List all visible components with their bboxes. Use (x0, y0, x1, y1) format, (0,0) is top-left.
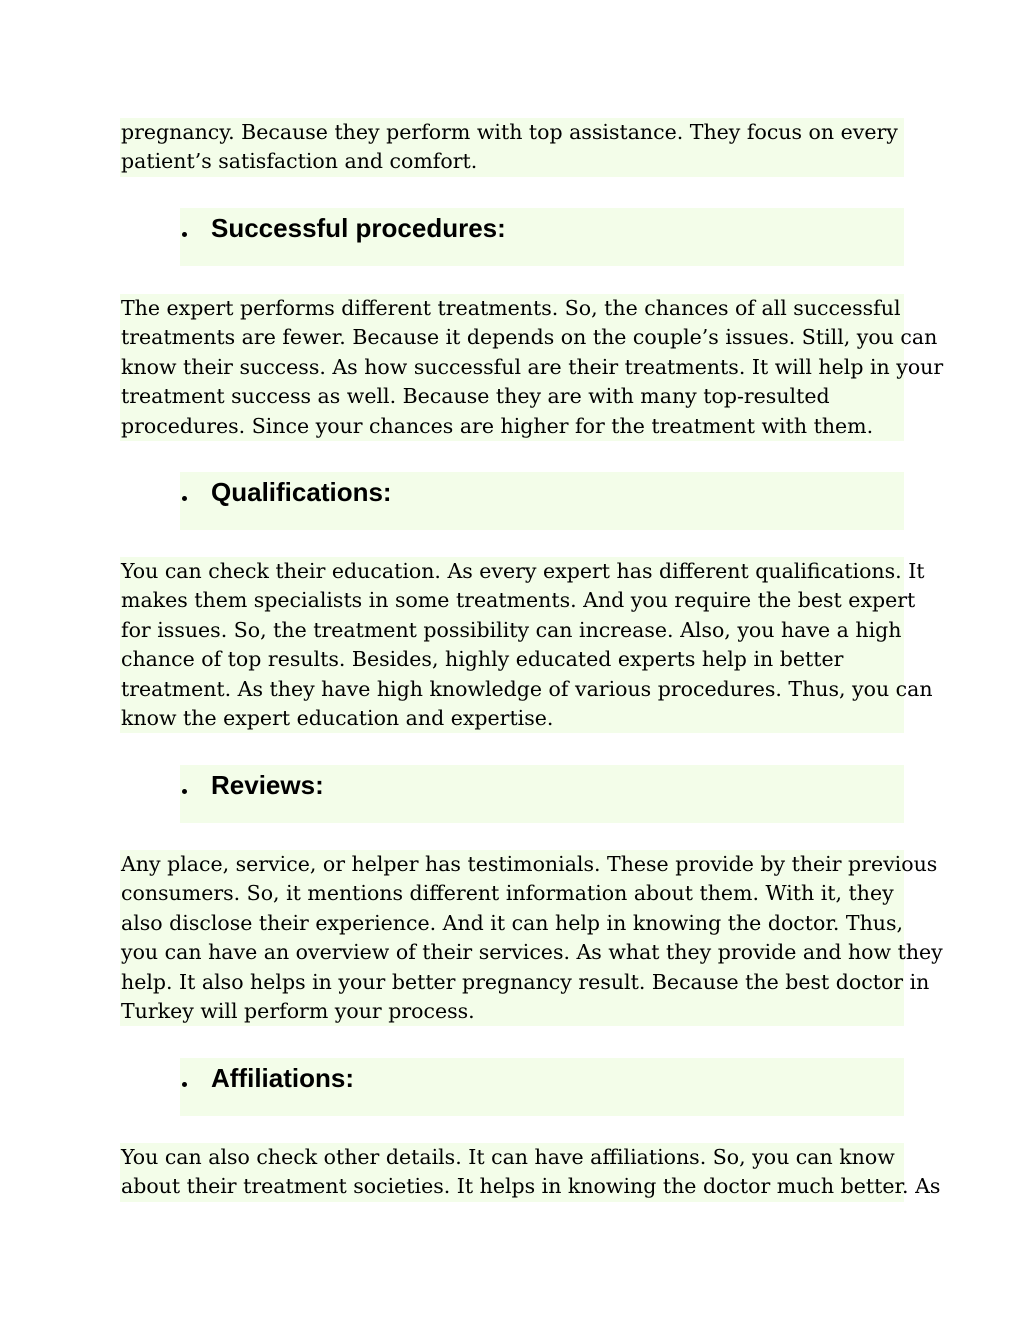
bullet-icon (182, 232, 187, 237)
paragraph-line: procedures. Since your chances are higher for the treatment with them. (121, 413, 874, 438)
paragraph-line: know their success. As how successful are their treatments. It will help in your (121, 354, 944, 379)
paragraph-line: Turkey will perform your process. (121, 999, 475, 1024)
paragraph-line: treatments are fewer. Because it depends on the couple’s issues. Still, you can (121, 325, 938, 350)
paragraph-intro (120, 118, 904, 177)
heading-qualifications (180, 472, 904, 530)
paragraph-line: pregnancy. Because they perform with top assistance. They focus on every (121, 120, 898, 144)
paragraph-line: know the expert education and expertise. (121, 706, 554, 731)
bullet-icon (182, 496, 187, 501)
paragraph-line: help. It also helps in your better pregnancy result. Because the best doctor in (121, 969, 930, 994)
heading-reviews (180, 765, 904, 823)
paragraph-affiliations (120, 1143, 941, 1202)
heading-text: Successful procedures: (211, 213, 506, 243)
heading-affiliations (180, 1058, 904, 1116)
paragraph-line: consumers. So, it mentions different information about them. With it, they (121, 881, 894, 906)
paragraph-line: you can have an overview of their services. As what they provide and how they (121, 940, 943, 965)
paragraph-line: treatment. As they have high knowledge of various procedures. Thus, you can (121, 676, 933, 701)
heading-text: Affiliations: (211, 1063, 354, 1093)
heading-text: Qualifications: (211, 477, 392, 507)
paragraph-reviews (120, 850, 943, 1026)
heading-text: Reviews: (211, 770, 324, 800)
paragraph-qualifications (120, 557, 933, 733)
paragraph-line: treatment success as well. Because they are with many top-resulted (121, 384, 830, 409)
paragraph-line: chance of top results. Besides, highly educated experts help in better (121, 647, 844, 672)
paragraph-line: The expert performs different treatments. So, the chances of all successful (121, 296, 901, 320)
paragraph-line: makes them specialists in some treatments. And you require the best expert (121, 588, 916, 613)
paragraph-line: about their treatment societies. It helps in knowing the doctor much better. As (121, 1174, 941, 1199)
paragraph-line: also disclose their experience. And it can help in knowing the doctor. Thus, (121, 910, 904, 935)
paragraph-line: Any place, service, or helper has testimonials. These provide by their previous (121, 852, 938, 876)
paragraph-line: You can check their education. As every expert has different qualifications. It (121, 559, 925, 583)
paragraph-successful-procedures (120, 294, 944, 441)
bullet-icon (182, 1082, 187, 1087)
paragraph-line: You can also check other details. It can have affiliations. So, you can know (121, 1145, 895, 1169)
heading-successful-procedures (180, 208, 904, 266)
bullet-icon (182, 789, 187, 794)
paragraph-line: for issues. So, the treatment possibility can increase. Also, you have a high (121, 617, 902, 642)
paragraph-line: patient’s satisfaction and comfort. (121, 149, 478, 174)
